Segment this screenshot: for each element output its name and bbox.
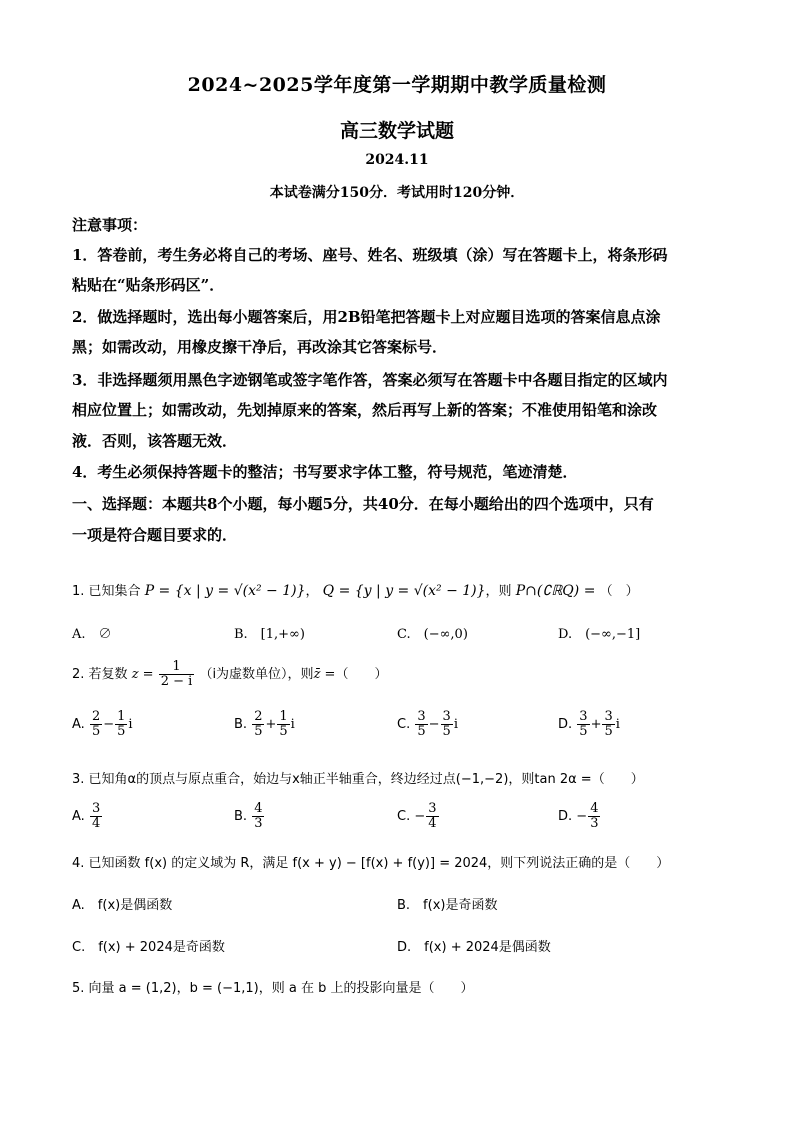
- q2-option-b[interactable]: B. $\frac{2}{5}$ + $\frac{1}{5}$ i: [234, 709, 295, 739]
- q1-option-c[interactable]: C. (−∞,0): [397, 627, 468, 642]
- q2-option-c[interactable]: C. $\frac{3}{5}$ − $\frac{3}{5}$ i: [397, 709, 458, 739]
- q2-option-a[interactable]: A. $\frac{2}{5}$ − $\frac{1}{5}$ i: [72, 709, 133, 739]
- exam-subtitle: 高三数学试题: [339, 120, 454, 142]
- score-note: 本试卷满分150分．考试用时120分钟．: [269, 185, 525, 201]
- notes-heading: 注意事项：: [72, 216, 148, 234]
- set-q: Q = {y | y = √(x² − 1)}: [322, 583, 486, 599]
- question-2: 2. 若复数 z = $\frac{1}{2 - i}$ （i为虚数单位），则z̄ =（ ）: [72, 659, 388, 689]
- exam-date: 2024.11: [365, 152, 429, 168]
- section-heading-cont: 一项是符合题目要求的．: [72, 526, 238, 544]
- q4-option-c[interactable]: C. f(x) + 2024是奇函数: [72, 940, 225, 955]
- q4-option-a[interactable]: A. f(x)是偶函数: [72, 898, 173, 913]
- q2-option-d[interactable]: D. $\frac{3}{5}$ + $\frac{3}{5}$ i: [558, 709, 620, 739]
- note-line: 相应位置上；如需改动，先划掉原来的答案，然后再写上新的答案；不准使用铅笔和涂改: [72, 401, 658, 419]
- q1-option-b[interactable]: B. [1,+∞): [234, 627, 305, 642]
- q1-option-d[interactable]: D. (−∞,−1]: [558, 627, 641, 642]
- question-3: 3. 已知角α的顶点与原点重合，始边与x轴正半轴重合，终边经过点(−1,−2)，则tan 2α =（ ）: [72, 772, 644, 787]
- q3-option-c[interactable]: C. − $\frac{3}{4}$: [397, 801, 437, 831]
- note-line: 粘贴在“贴条形码区”．: [72, 276, 225, 294]
- q4-option-b[interactable]: B. f(x)是奇函数: [397, 898, 498, 913]
- note-line: 4．考生必须保持答题卡的整洁；书写要求字体工整，符号规范，笔迹清楚．: [72, 463, 578, 481]
- q1-option-a[interactable]: A. ∅: [72, 627, 112, 642]
- q3-option-d[interactable]: D. − $\frac{4}{3}$: [558, 801, 599, 831]
- note-line: 2．做选择题时，选出每小题答案后，用2B铅笔把答题卡上对应题目选项的答案信息点涂: [72, 308, 661, 326]
- note-line: 1．答卷前，考生务必将自己的考场、座号、姓名、班级填（涂）写在答题卡上，将条形码: [72, 246, 668, 264]
- q3-option-a[interactable]: A. $\frac{3}{4}$: [72, 801, 101, 831]
- note-line: 3．非选择题须用黑色字迹钢笔或签字笔作答，答案必须写在答题卡中各题目指定的区域内: [72, 371, 668, 389]
- exam-title: 2024~2025学年度第一学期期中教学质量检测: [187, 74, 607, 96]
- intersection-expr: P∩(∁ℝQ) =: [515, 583, 596, 599]
- q3-option-b[interactable]: B. $\frac{4}{3}$: [234, 801, 263, 831]
- note-line: 液．否则，该答题无效．: [72, 432, 238, 450]
- question-1: 1. 已知集合 P = {x | y = √(x² − 1)}， Q = {y | y = √(x² − 1)}，则 P∩(∁ℝQ) = （ ）: [72, 583, 639, 599]
- note-line: 黑；如需改动，用橡皮擦干净后，再改涂其它答案标号．: [72, 338, 448, 356]
- set-p: P = {x | y = √(x² − 1)}: [144, 583, 306, 599]
- section-heading: 一、选择题：本题共8个小题，每小题5分，共40分．在每小题给出的四个选项中，只有: [72, 495, 654, 513]
- question-5: 5. 向量 a = (1,2)，b = (−1,1)，则 a 在 b 上的投影向量是（ ）: [72, 981, 474, 996]
- q2-fraction: $\frac{1}{2 - i}$: [160, 659, 193, 689]
- question-4: 4. 已知函数 f(x) 的定义域为 R，满足 f(x + y) − [f(x) + f(y)] = 2024，则下列说法正确的是（ ）: [72, 856, 670, 871]
- q4-option-d[interactable]: D. f(x) + 2024是偶函数: [397, 940, 551, 955]
